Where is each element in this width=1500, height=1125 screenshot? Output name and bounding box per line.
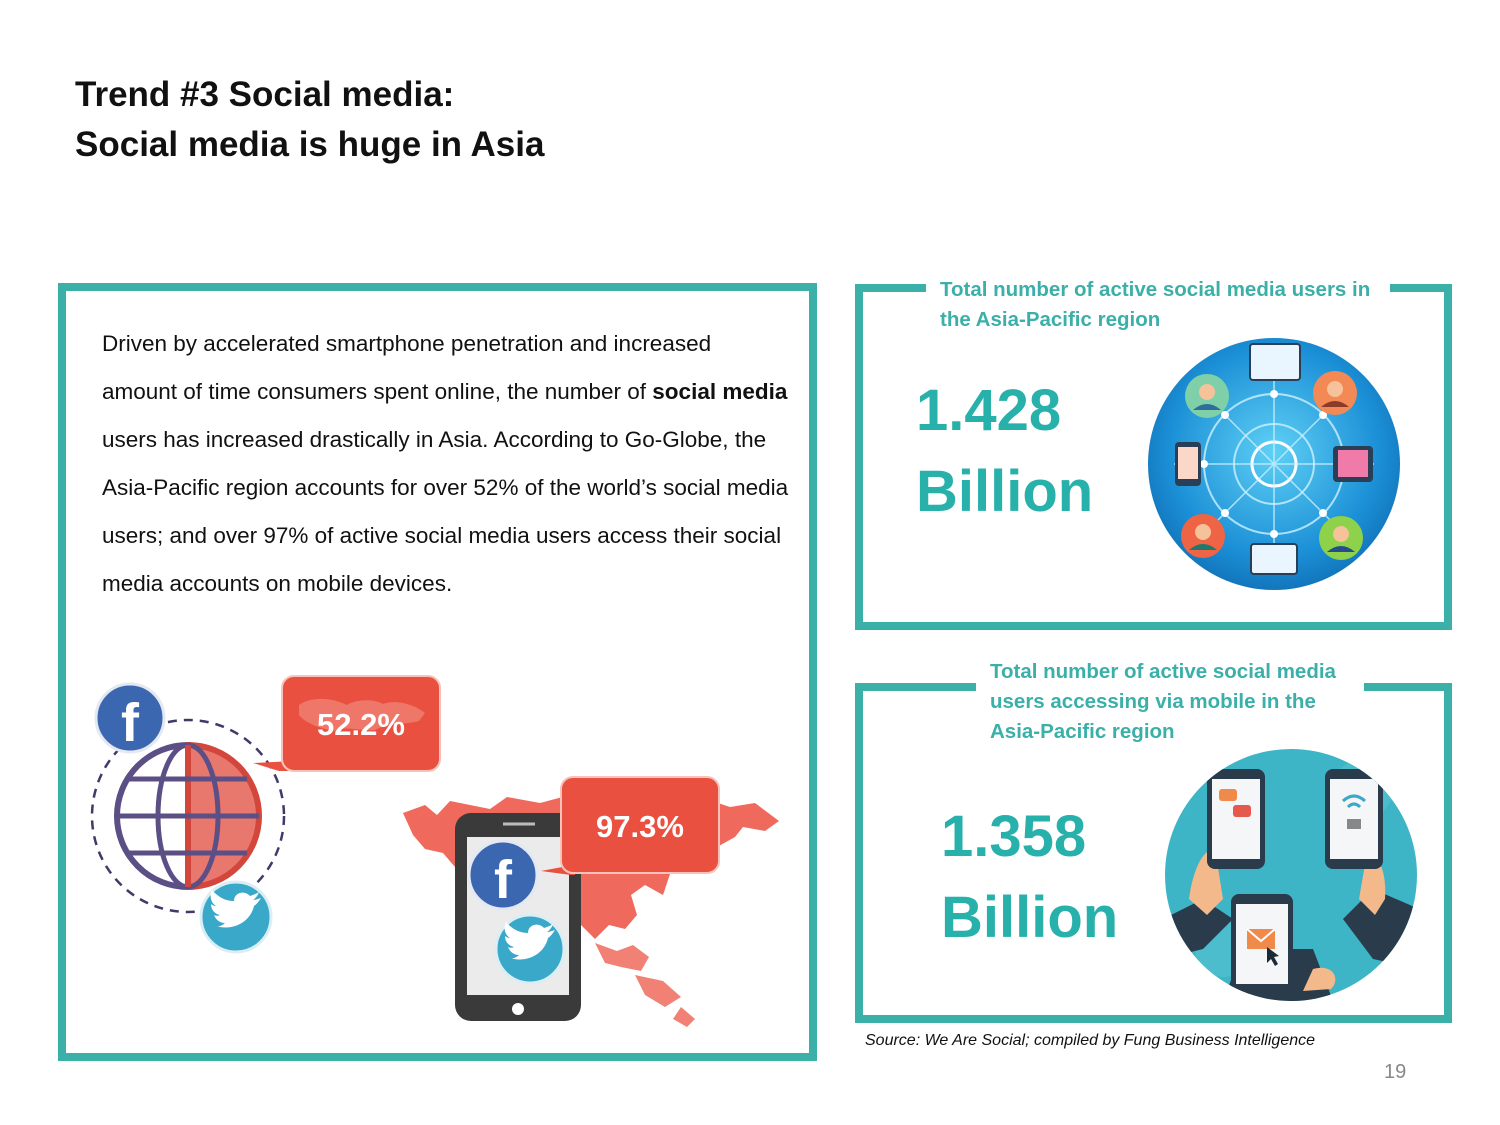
mobile-users-label: Total number of active social media users accessing via mobile in the Asia-Pacific region — [976, 657, 1364, 747]
intro-text-bold: social media — [652, 379, 788, 404]
total-users-label: Total number of active social media users in the Asia-Pacific region — [926, 275, 1390, 335]
svg-text:f: f — [121, 693, 139, 753]
mobile-hands-image — [1163, 749, 1419, 1001]
title-line-2: Social media is huge in Asia — [75, 125, 545, 164]
facebook-icon — [469, 841, 537, 910]
total-users-stat — [916, 370, 1093, 532]
monitor-icon — [1250, 344, 1300, 380]
twitter-icon — [201, 882, 271, 952]
avatar-icon — [1313, 371, 1357, 415]
page-number: 19 — [1384, 1061, 1407, 1083]
avatar-icon — [1185, 374, 1229, 418]
total-users-number: 1.428 — [916, 378, 1062, 443]
source-note: Source: We Are Social; compiled by Fung Business Intelligence — [865, 1032, 1316, 1049]
stat-world-value: 52.2% — [317, 707, 405, 742]
total-users-unit: Billion — [916, 459, 1094, 524]
laptop-icon — [1251, 544, 1297, 574]
page-title — [75, 70, 544, 170]
title-line-1: Trend #3 Social media: — [75, 75, 455, 114]
avatar-icon — [1319, 516, 1363, 560]
globe-icon — [117, 745, 259, 887]
twitter-icon — [496, 915, 564, 983]
intro-text-part2: users has increased drastically in Asia. According to Go-Globe, the Asia-Pacific region accounts for over 52% of the world’s social media users; and over 97% of active social media users access their social media accounts on mobile devices. — [102, 427, 789, 596]
intro-paragraph — [102, 320, 792, 608]
facebook-icon — [96, 684, 164, 753]
mobile-users-unit: Billion — [941, 885, 1119, 950]
avatar-icon — [1181, 514, 1225, 558]
intro-text-part1: Driven by accelerated smartphone penetration and increased amount of time consumers spent online, the number of — [102, 331, 712, 404]
social-network-image — [1145, 338, 1403, 590]
stat-mobile-value: 97.3% — [596, 809, 684, 844]
mobile-users-number: 1.358 — [941, 804, 1087, 869]
svg-text:f: f — [494, 850, 512, 910]
mobile-users-stat — [941, 796, 1118, 958]
